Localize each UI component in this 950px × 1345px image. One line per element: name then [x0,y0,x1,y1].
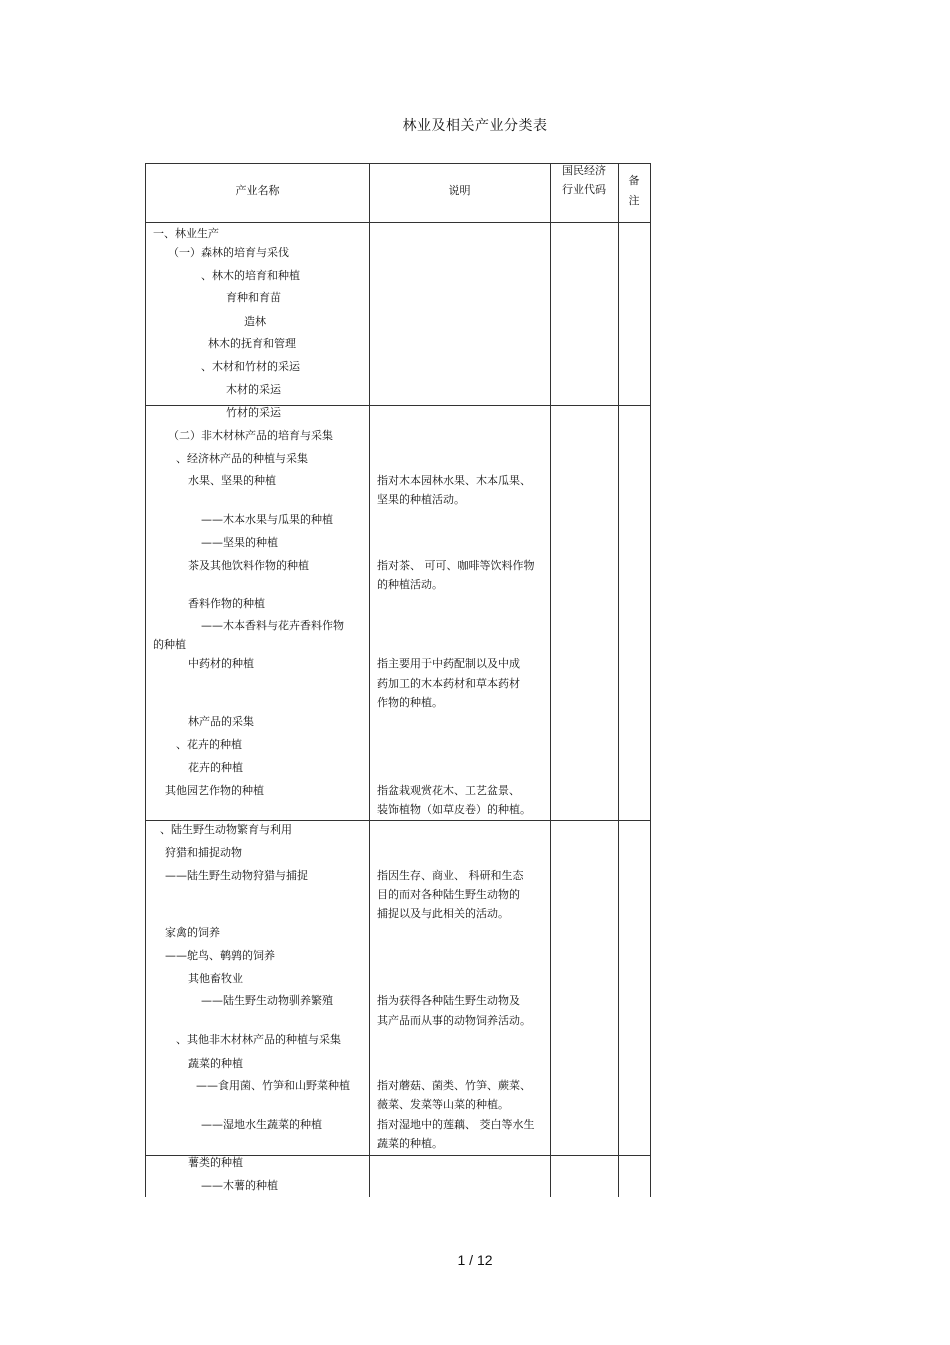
header-name: 产业名称 [235,184,280,197]
header-note-line1: 备 [628,174,640,187]
column-divider [369,164,370,1197]
header-description: 说明 [448,184,471,197]
row-divider [146,405,650,406]
page-title: 林业及相关产业分类表 [402,118,548,134]
header-code-line1: 国民经济 [562,164,606,177]
header-note-line2: 注 [628,194,640,207]
header-code-line2: 行业代码 [562,183,606,196]
column-divider [618,164,619,1197]
classification-table: 产业名称 说明 国民经济 行业代码 备 注 一、林业生产 （一）森林的培育与采伐 、林木的培育和种植 育种和育苗 造林 林木的抚育和管理 、木材和竹材的采运 木材的采运 竹材的采运 （二）非木材林产品的培育与采集 、经济林产品的种植与采集 水果、坚果的种植 指对木本园林水果、木本瓜果、 坚果的种植活动。 ——木本水果与瓜果的种植 ——坚果的种植 茶及其他饮料作物的种植 指对茶、 可可、咖啡等饮料作物 的种植活动。 香料作物的种植 ——木本香料与花卉香料作物 的种植 中药材的种植 指主要用于中药配制以及中成 药加工的木本药材和草本药材 作物的种植。 林产品的采集 、花卉的种植 花卉的种植 其他园艺作物的种植 指盆栽观赏花木、工艺盆景、 装饰植物（如草皮卷）的种植。 、陆生野生动物繁育与利用 狩猎和捕捉动物 ——陆生野生动物狩猎与捕捉 指因生存、商业、 科研和生态 目的而对各种陆生野生动物的 捕捉以及与此相关的活动。 家禽的饲养 ——鸵鸟、鹌鹑的饲养 其他畜牧业 ——陆生野生动物驯养繁殖 指为获得各种陆生野生动物及 其产品而从事的动物饲养活动。 、其他非木材林产品的种植与采集 蔬菜的种植 ——食用菌、竹笋和山野菜种植 指对蘑菇、菌类、竹笋、蕨菜、 薇菜、发菜等山菜的种植。 ——湿地水生蔬菜的种植 指对湿地中的莲藕、 茭白等水生 蔬菜的种植。 薯类的种植 ——木薯的种植 [145,163,651,1197]
page-indicator: 1 / 12 [457,1252,493,1268]
row-divider [146,222,650,223]
column-divider [550,164,551,1197]
